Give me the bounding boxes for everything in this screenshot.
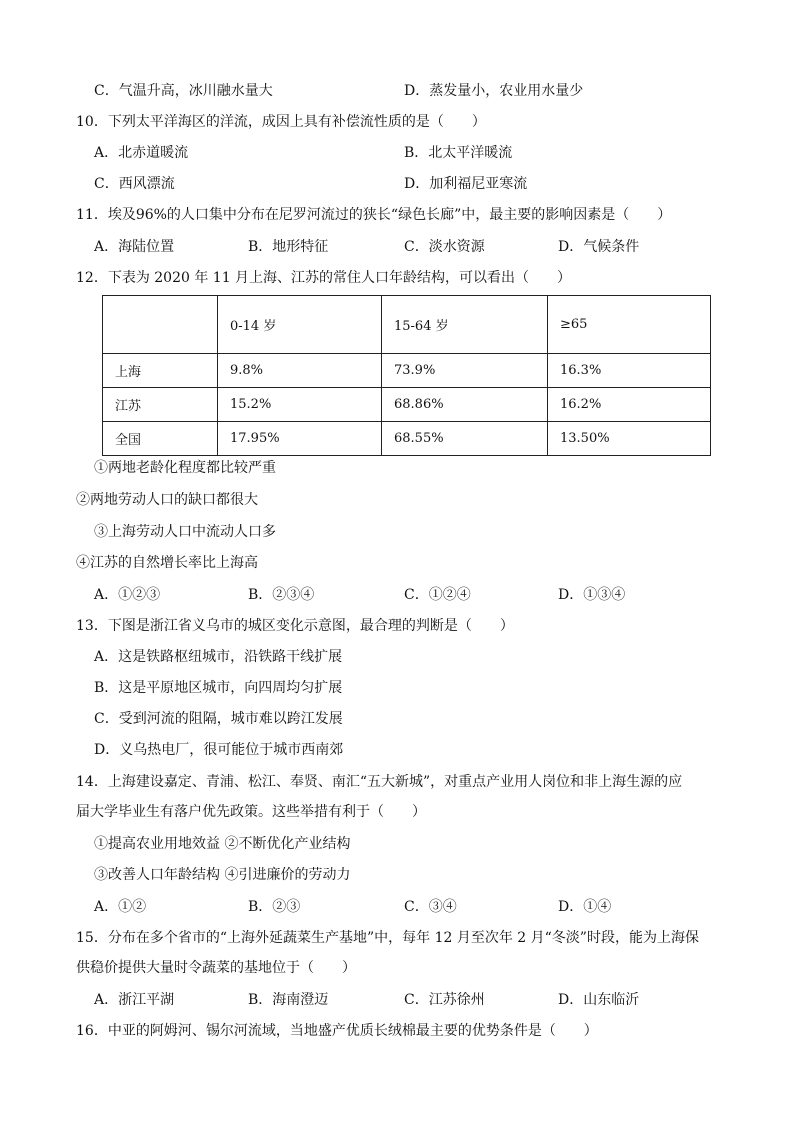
q14-option-a: A．①②	[94, 899, 147, 915]
q10-option-d: D．加利福尼亚寒流	[404, 176, 528, 192]
table-cell: 68.55%	[382, 422, 548, 456]
table-cell: 13.50%	[548, 422, 711, 456]
table-row	[103, 388, 711, 422]
table-row	[103, 354, 711, 388]
q12-option-b: B．②③④	[248, 587, 315, 603]
table-cell: 16.2%	[548, 388, 711, 422]
table-cell: 上海	[103, 354, 218, 388]
q12-option-c: C．①②④	[404, 587, 471, 603]
q14-option-b: B．②③	[248, 899, 301, 915]
table-header-row	[103, 296, 711, 354]
q13-option-c: C．受到河流的阻隔，城市难以跨江发展	[94, 711, 343, 727]
q15-option-c: C．江苏徐州	[404, 992, 485, 1008]
table-cell: 73.9%	[382, 354, 548, 388]
q14-items-line-2: ③改善人口年龄结构 ④引进廉价的劳动力	[94, 867, 351, 883]
q14-stem-line-1: 14．上海建设嘉定、青浦、松江、奉贤、南汇“五大新城”，对重点产业用人岗位和非上海生源的应	[76, 774, 683, 790]
q15-option-a: A．浙江平湖	[94, 992, 175, 1008]
table-cell: 16.3%	[548, 354, 711, 388]
q15-stem-line-2: 供稳价提供大量时令蔬菜的基地位于（ ）	[76, 960, 356, 976]
q14-option-c: C．③④	[404, 899, 457, 915]
q13-option-d: D．义乌热电厂，很可能位于城市西南郊	[94, 742, 344, 758]
q10-stem: 10．下列太平洋海区的洋流，成因上具有补偿流性质的是（ ）	[76, 114, 486, 130]
table-header-cell: 0-14 岁	[218, 296, 382, 354]
table-header-cell: 15-64 岁	[382, 296, 548, 354]
q10-option-c: C．西风漂流	[94, 176, 175, 192]
q12-item-1: ①两地老龄化程度都比较严重	[94, 460, 276, 476]
population-age-table	[102, 295, 711, 456]
q12-item-3: ③上海劳动人口中流动人口多	[94, 524, 276, 540]
q10-option-a: A．北赤道暖流	[94, 145, 189, 161]
q9-option-c: C．气温升高，冰川融水量大	[94, 83, 273, 99]
q9-option-d: D．蒸发量小，农业用水量少	[404, 83, 584, 99]
q15-stem-line-1: 15．分布在多个省市的“上海外延蔬菜生产基地”中，每年 12 月至次年 2 月“冬淡”时段，能为上海保	[76, 930, 699, 946]
q12-item-2: ②两地劳动人口的缺口都很大	[76, 492, 258, 508]
q11-option-d: D．气候条件	[558, 239, 640, 255]
table-cell: 15.2%	[218, 388, 382, 422]
table-cell: 全国	[103, 422, 218, 456]
table-cell: 9.8%	[218, 354, 382, 388]
table-cell: 17.95%	[218, 422, 382, 456]
q14-option-d: D．①④	[558, 899, 612, 915]
q12-option-a: A．①②③	[94, 587, 161, 603]
q10-option-b: B．北太平洋暖流	[404, 145, 513, 161]
table-row	[103, 422, 711, 456]
table-header-cell: ≥65	[548, 296, 711, 354]
q14-items-line-1: ①提高农业用地效益 ②不断优化产业结构	[94, 836, 351, 852]
table-cell: 江苏	[103, 388, 218, 422]
q11-option-b: B．地形特征	[248, 239, 329, 255]
q12-option-d: D．①③④	[558, 587, 626, 603]
q13-option-b: B．这是平原地区城市，向四周均匀扩展	[94, 680, 343, 696]
q16-stem: 16．中亚的阿姆河、锡尔河流域，当地盛产优质长绒棉最主要的优势条件是（ ）	[76, 1023, 598, 1039]
q13-stem: 13．下图是浙江省义乌市的城区变化示意图，最合理的判断是（ ）	[76, 618, 514, 634]
q11-stem: 11．埃及96%的人口集中分布在尼罗河流过的狭长“绿色长廊”中，最主要的影响因素是（ ）	[76, 207, 672, 223]
q11-option-a: A．海陆位置	[94, 239, 175, 255]
q13-option-a: A．这是铁路枢纽城市，沿铁路干线扩展	[94, 649, 343, 665]
table-header-cell	[103, 296, 218, 354]
q15-option-b: B．海南澄迈	[248, 992, 329, 1008]
table-cell: 68.86%	[382, 388, 548, 422]
q14-stem-line-2: 届大学毕业生有落户优先政策。这些举措有利于（ ）	[76, 804, 426, 820]
q12-stem: 12．下表为 2020 年 11 月上海、江苏的常住人口年龄结构，可以看出（ ）	[76, 270, 572, 286]
q11-option-c: C．淡水资源	[404, 239, 485, 255]
q12-item-4: ④江苏的自然增长率比上海高	[76, 555, 258, 571]
q15-option-d: D．山东临沂	[558, 992, 640, 1008]
